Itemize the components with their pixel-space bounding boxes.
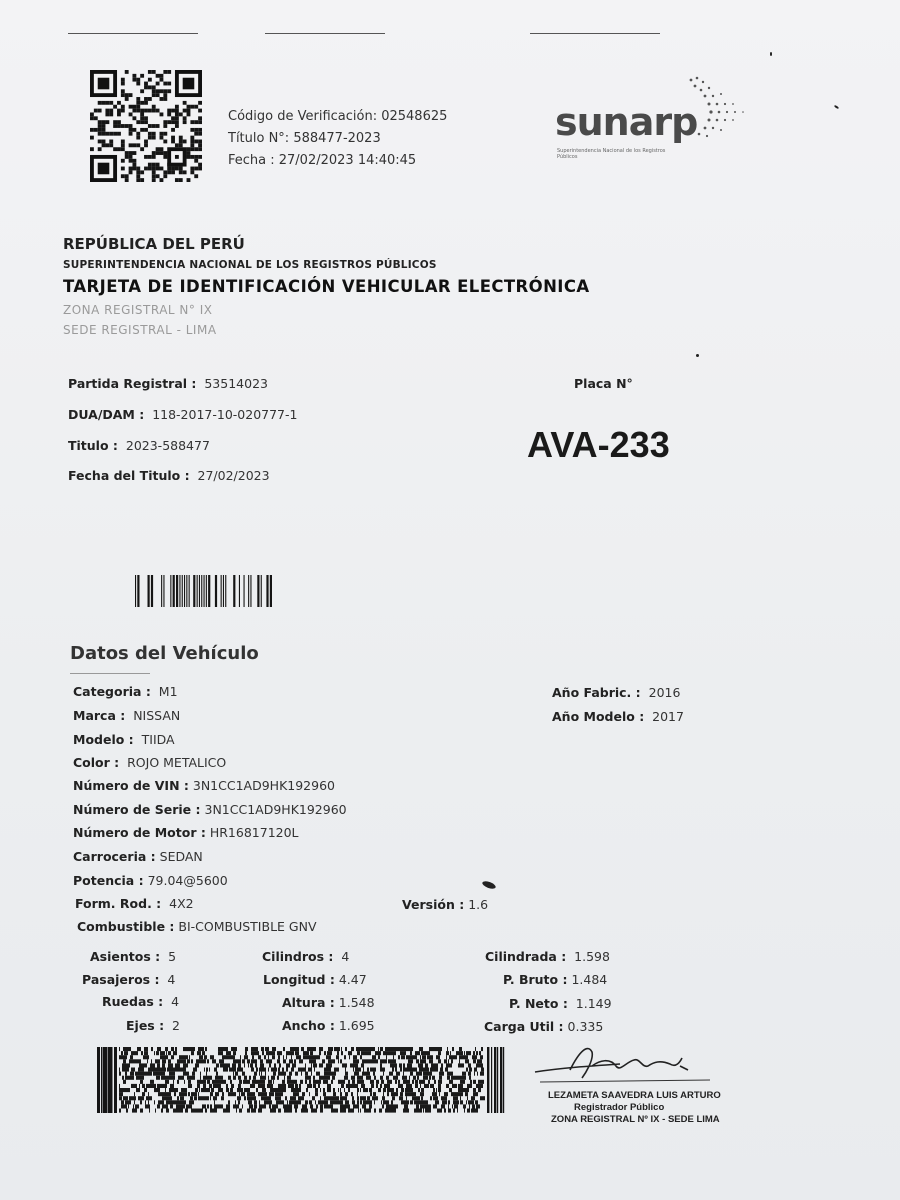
ink-spot: [834, 105, 839, 110]
longitud-label: Longitud :: [263, 972, 335, 987]
carroceria-value: SEDAN: [159, 849, 203, 864]
partida-label: Partida Registral :: [68, 376, 197, 391]
color-value: ROJO METALICO: [127, 755, 227, 770]
anio-fabric-row: [552, 685, 680, 700]
document-title: TARJETA DE IDENTIFICACIÓN VEHICULAR ELECTRÓNICA: [63, 277, 590, 296]
modelo-value: TIIDA: [141, 732, 175, 747]
fecha-value: 27/02/2023: [197, 468, 270, 483]
dua-label: DUA/DAM :: [68, 407, 145, 422]
section-underline: [70, 673, 150, 674]
ancho-label: Ancho :: [282, 1018, 335, 1033]
pneto-row: [509, 996, 612, 1011]
altura-value: 1.548: [338, 995, 375, 1010]
longitud-row: [263, 972, 367, 987]
section-title: Datos del Vehículo: [70, 643, 259, 664]
potencia-label: Potencia :: [73, 873, 144, 888]
ancho-value: 1.695: [338, 1018, 375, 1033]
cilindrada-value: 1.598: [574, 949, 610, 964]
verification-fecha: Fecha : 27/02/2023 14:40:45: [228, 153, 417, 168]
modelo-label: Modelo :: [73, 732, 134, 747]
carga-row: [484, 1019, 603, 1034]
altura-label: Altura :: [282, 995, 335, 1010]
version-value: 1.6: [468, 897, 489, 912]
ink-spot: [770, 52, 772, 56]
top-rule: [68, 33, 198, 34]
anio-fabric-value: 2016: [648, 685, 681, 700]
cilindrada-row: [485, 949, 610, 964]
header-superintendencia: SUPERINTENDENCIA NACIONAL DE LOS REGISTROS PÚBLICOS: [63, 259, 437, 271]
cilindrada-label: Cilindrada :: [485, 949, 567, 964]
marca-label: Marca :: [73, 708, 126, 723]
ruedas-row: [102, 994, 179, 1009]
categoria-row: [73, 684, 178, 699]
titulo-label: Titulo :: [68, 438, 118, 453]
header-sede: SEDE REGISTRAL - LIMA: [63, 323, 217, 337]
logo-dots-icon: [683, 72, 753, 152]
ejes-value: 2: [172, 1018, 180, 1033]
pasajeros-value: 4: [167, 972, 176, 987]
logo-subtitle: Superintendencia Nacional de los Registros Públicos: [557, 148, 666, 160]
color-label: Color :: [73, 755, 120, 770]
anio-fabric-label: Año Fabric. :: [552, 685, 641, 700]
anio-modelo-value: 2017: [652, 709, 684, 724]
partida-row: [68, 376, 268, 391]
ejes-row: [126, 1018, 180, 1033]
ruedas-label: Ruedas :: [102, 994, 164, 1009]
serie-label: Número de Serie :: [73, 802, 201, 817]
categoria-label: Categoria :: [73, 684, 151, 699]
cilindros-label: Cilindros :: [262, 949, 334, 964]
fecha-row: [68, 468, 270, 483]
combustible-row: [77, 919, 317, 934]
formrod-value: 4X2: [169, 896, 194, 911]
dua-row: [68, 407, 297, 422]
carga-value: 0.335: [567, 1019, 604, 1034]
pasajeros-label: Pasajeros :: [82, 972, 160, 987]
formrod-label: Form. Rod. :: [75, 896, 162, 911]
serie-row: [73, 802, 347, 817]
asientos-row: [90, 949, 176, 964]
ruedas-value: 4: [171, 994, 180, 1009]
vin-value: 3N1CC1AD9HK192960: [192, 778, 335, 793]
top-rule: [265, 33, 385, 34]
carroceria-label: Carroceria :: [73, 849, 156, 864]
motor-label: Número de Motor :: [73, 825, 206, 840]
combustible-label: Combustible :: [77, 919, 175, 934]
top-rule: [530, 33, 660, 34]
anio-modelo-label: Año Modelo :: [552, 709, 645, 724]
cilindros-row: [262, 949, 349, 964]
header-zona: ZONA REGISTRAL N° IX: [63, 303, 213, 317]
categoria-value: M1: [158, 684, 178, 699]
header-republic: REPÚBLICA DEL PERÚ: [63, 235, 245, 253]
pbruto-label: P. Bruto :: [503, 972, 568, 987]
fecha-label: Fecha del Titulo :: [68, 468, 190, 483]
carroceria-row: [73, 849, 203, 864]
ink-spot: [696, 354, 699, 357]
partida-value: 53514023: [204, 376, 268, 391]
verification-code: Código de Verificación: 02548625: [228, 109, 448, 124]
sunarp-logo: [555, 72, 755, 172]
dua-value: 118-2017-10-020777-1: [152, 407, 298, 422]
marca-value: NISSAN: [133, 708, 181, 723]
logo-wordmark: sunarp: [555, 100, 698, 144]
potencia-row: [73, 873, 228, 888]
pbruto-value: 1.484: [571, 972, 608, 987]
vin-row: [73, 778, 335, 793]
titulo-value: 2023-588477: [125, 438, 210, 453]
marca-row: [73, 708, 180, 723]
version-row: [402, 897, 488, 912]
pdf417-barcode-icon: [97, 1047, 507, 1113]
pbruto-row: [503, 972, 607, 987]
version-label: Versión :: [402, 897, 465, 912]
motor-value: HR16817120L: [209, 825, 299, 840]
ejes-label: Ejes :: [126, 1018, 165, 1033]
modelo-row: [73, 732, 175, 747]
potencia-value: 79.04@5600: [147, 873, 228, 888]
longitud-value: 4.47: [338, 972, 367, 987]
signer-zone: ZONA REGISTRAL Nº IX - SEDE LIMA: [551, 1114, 720, 1125]
color-row: [73, 755, 226, 770]
asientos-value: 5: [168, 949, 177, 964]
pneto-label: P. Neto :: [509, 996, 568, 1011]
altura-row: [282, 995, 375, 1010]
placa-label: Placa N°: [574, 376, 633, 391]
signer-role: Registrador Público: [574, 1102, 665, 1113]
ink-spot: [481, 880, 496, 890]
anio-modelo-row: [552, 709, 684, 724]
qr-code-icon: [90, 70, 202, 182]
pneto-value: 1.149: [575, 996, 612, 1011]
ancho-row: [282, 1018, 375, 1033]
pasajeros-row: [82, 972, 175, 987]
cilindros-value: 4: [341, 949, 350, 964]
motor-row: [73, 825, 299, 840]
signature-icon: [530, 1040, 720, 1092]
combustible-value: BI-COMBUSTIBLE GNV: [178, 919, 317, 934]
signer-name: LEZAMETA SAAVEDRA LUIS ARTURO: [548, 1090, 721, 1101]
formrod-row: [75, 896, 194, 911]
serie-value: 3N1CC1AD9HK192960: [204, 802, 347, 817]
vin-label: Número de VIN :: [73, 778, 189, 793]
carga-label: Carga Util :: [484, 1019, 564, 1034]
barcode-icon: [135, 575, 275, 607]
verification-block: [228, 106, 447, 172]
verification-titulo: Título N°: 588477-2023: [228, 131, 381, 146]
asientos-label: Asientos :: [90, 949, 161, 964]
placa-value: AVA-233: [527, 424, 670, 465]
titulo-row: [68, 438, 210, 453]
